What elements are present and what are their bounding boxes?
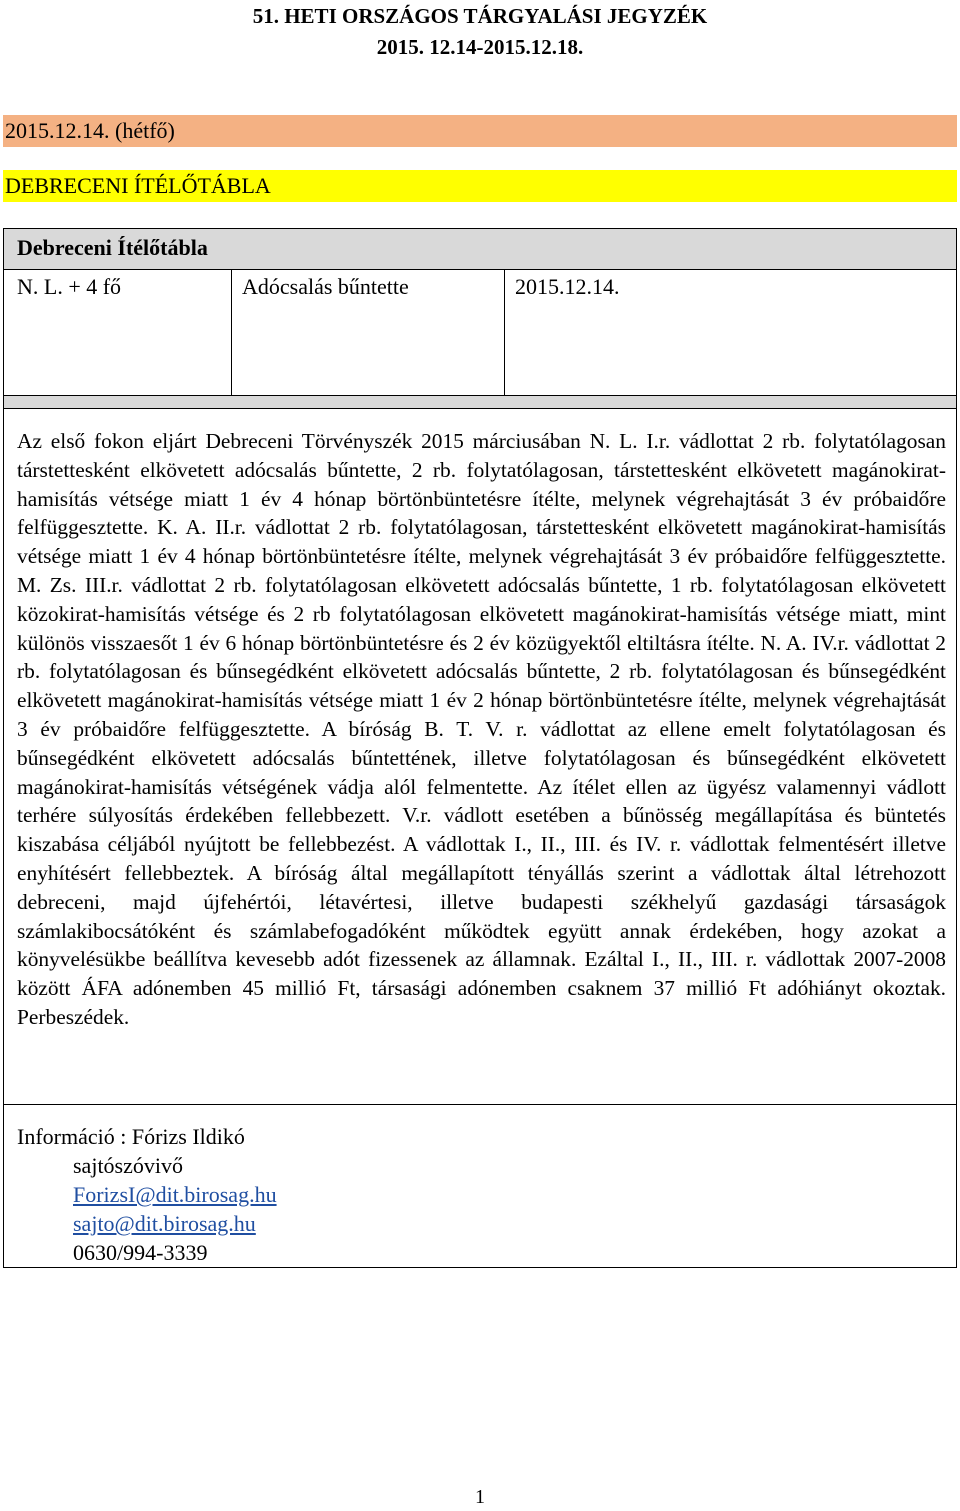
day-label: 2015.12.14. (hétfő) [5,118,175,143]
day-band [3,115,957,147]
contact-phone: 0630/994-3339 [73,1240,208,1265]
document-title: 51. HETI ORSZÁGOS TÁRGYALÁSI JEGYZÉK [252,4,708,28]
offense: Adócsalás bűntette [242,274,409,299]
court-group-label: DEBRECENI ÍTÉLŐTÁBLA [5,173,271,198]
separator-row [4,396,956,409]
court-name-cell [4,229,956,270]
contact-role: sajtószóvivő [73,1153,183,1178]
document-period: 2015. 12.14-2015.12.18. [376,35,584,59]
column-divider [504,270,505,395]
case-description: Az első fokon eljárt Debreceni Törvényszék 2015 márciusában N. L. I.r. vádlottat 2 rb. folytatólagosan társtettesként elkövetett adócsalás bűntette, 2 rb. folytatólagosan, társtettesként elkövetett magánokirat-hamisítás vétsége miatt 1 év 4 hónap börtönbüntetésre ítélte, melynek végrehajtását 3 év próbaidőre felfüggesztette. K. A. II.r. vádlottat 2 rb. folytatólagosan, társtettesként elkövetett magánokirat-hamisítás vétsége miatt 1 év 4 hónap börtönbüntetésre ítélte, melynek végrehajtását 3 év próbaidőre felfüggesztette. M. Zs. III.r. vádlottat 2 rb. folytatólagosan elkövetett adócsalás bűntette, 1 rb. folytatólagosan elkövetett közokirat-hamisítás vétsége és 2 rb folytatólagosan elkövetett magánokirat-hamisítás vétsége miatt, mint különös visszaesőt 1 év 6 hónap börtönbüntetésre és 2 év közügyektől eltiltásra ítélte. N. A. IV.r. vádlottat 2 rb. folytatólagosan és bűnsegédként elkövetett adócsalás bűntette, 2 rb. folytatólagosan és bűnsegédként elkövetett magánokirat-hamisítás vétsége miatt 1 év 2 hónap börtönbüntetésre ítélte, melynek végrehajtását 3 év próbaidőre felfüggesztette. A bíróság B. T. V. r. vádlottat az ellene emelt folytatólagosan és bűnsegédként elkövetett adócsalás bűntettének, illetve folytatólagosan és bűnsegédként elkövetett magánokirat-hamisítás vétségének vádja alól felmentette. Az ítélet ellen az ügyész valamennyi vádlott terhére súlyosítás érdekében fellebbezett. V.r. vádlott esetében a bűnösség megállapítása és büntetés kiszabása céljából nyújtott be fellebbezést. A vádlottak I., II., III. és IV. r. vádlottak felmentésért illetve enyhítésért fellebbeztek. A bíróság által megállapított tényállás szerint a vádlottak által létrehozott debreceni, majd újfehértói, létavértesi, illetve budapesti székhelyű gazdasági társaságok számlakibocsátóként és számlabefogadóként működtek együtt annak érdekében, hogy azokat a könyvelésükbe beállítva kevesebb adót fizessenek az államnak. Ezáltal I., II., III. r. vádlottak 2007-2008 között ÁFA adónemben 45 millió Ft, társasági adónemben csaknem 37 millió Ft adóhiányt okoztak. Perbeszédek. [17,429,946,1029]
case-table [3,228,957,1268]
column-divider [231,270,232,395]
email-link-sajto[interactable]: sajto@dit.birosag.hu [73,1211,256,1236]
court-group-band [3,170,957,202]
court-name: Debreceni Ítélőtábla [17,235,208,260]
case-summary-row [4,270,956,396]
hearing-date: 2015.12.14. [515,274,620,299]
page-number: 1 [475,1486,485,1508]
info-divider [4,1104,956,1105]
contact-label: Információ : Fórizs Ildikó [17,1124,245,1149]
defendants: N. L. + 4 fő [17,274,122,299]
email-link-forizs[interactable]: ForizsI@dit.birosag.hu [73,1182,277,1207]
